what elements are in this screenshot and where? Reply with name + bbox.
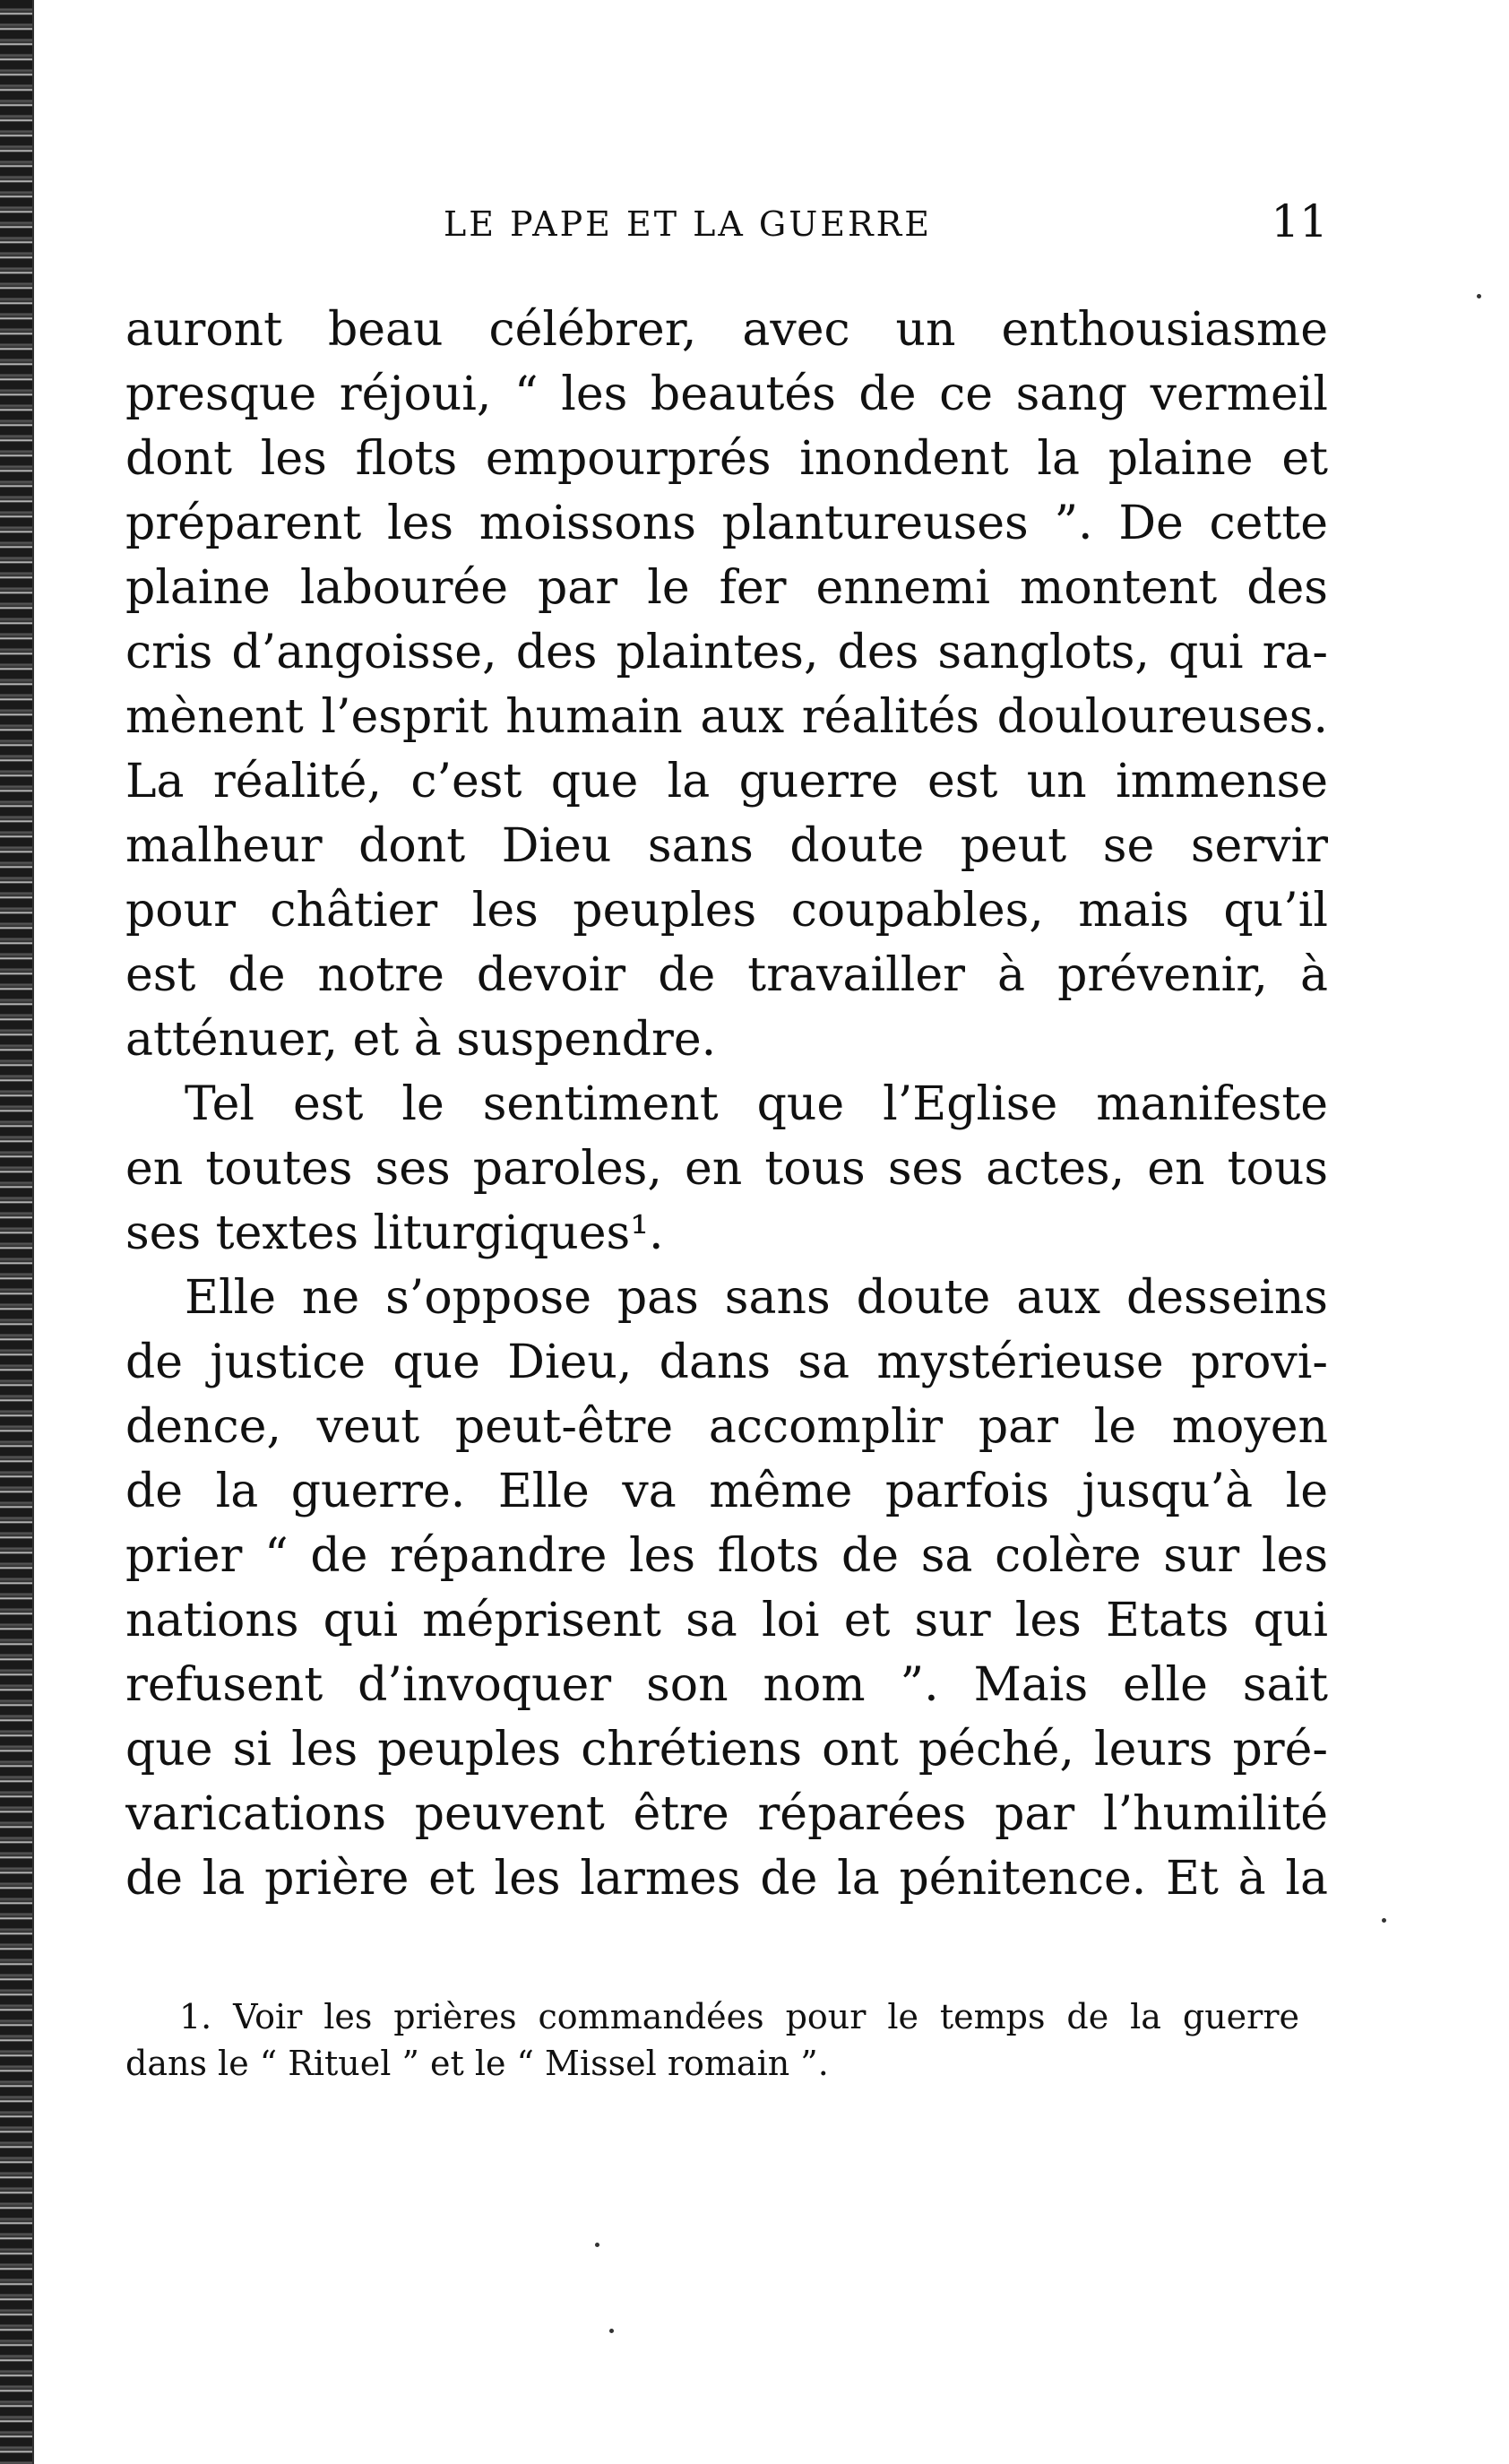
text-line: plaine labourée par le fer ennemi montent des	[125, 561, 1328, 615]
text-line: varications peuvent être réparées par l’humilité	[125, 1787, 1328, 1841]
text-line: malheur dont Dieu sans doute peut se servir	[125, 819, 1328, 873]
page-number: 11	[1271, 195, 1328, 247]
text-line: mènent l’esprit humain aux réalités douloureuses.	[125, 690, 1328, 744]
footnote-line: dans le “ Rituel ” et le “ Missel romain ”.	[125, 2044, 829, 2083]
text-line: pour châtier les peuples coupables, mais qu’il	[125, 884, 1328, 938]
footnote	[125, 1993, 1299, 2087]
scan-speck	[609, 2329, 614, 2333]
body-text	[125, 298, 1328, 1911]
running-head	[125, 195, 1328, 253]
text-line: de la prière et les larmes de la pénitence. Et à la	[125, 1852, 1328, 1906]
text-line: presque réjoui, “ les beautés de ce sang vermeil	[125, 367, 1328, 421]
text-line: prier “ de répandre les flots de sa colère sur les	[125, 1529, 1328, 1583]
text-line: nations qui méprisent sa loi et sur les Etats qui	[125, 1594, 1328, 1647]
text-line: de justice que Dieu, dans sa mystérieuse provi-	[125, 1336, 1328, 1389]
scan-speck	[595, 2243, 599, 2247]
text-line: refusent d’invoquer son nom ”. Mais elle sait	[125, 1658, 1328, 1712]
text-line: que si les peuples chrétiens ont péché, leurs pré-	[125, 1723, 1328, 1777]
scan-speck	[1477, 294, 1481, 298]
text-line: en toutes ses paroles, en tous ses actes, en tous	[125, 1142, 1328, 1196]
text-line: ses textes liturgiques¹.	[125, 1206, 664, 1260]
text-line: cris d’angoisse, des plaintes, des sanglots, qui ra-	[125, 626, 1328, 679]
text-line: Elle ne s’oppose pas sans doute aux desseins	[185, 1271, 1328, 1325]
text-line: de la guerre. Elle va même parfois jusqu’à le	[125, 1465, 1328, 1518]
text-line: est de notre devoir de travailler à prévenir, à	[125, 948, 1328, 1002]
running-title: LE PAPE ET LA GUERRE	[444, 204, 932, 244]
text-line: La réalité, c’est que la guerre est un immense	[125, 755, 1328, 808]
scan-speck	[1382, 1918, 1386, 1923]
text-line: dence, veut peut-être accomplir par le moyen	[125, 1400, 1328, 1454]
text-line: auront beau célébrer, avec un enthousiasme	[125, 303, 1328, 357]
text-line: dont les flots empourprés inondent la plaine et	[125, 432, 1328, 486]
text-line: préparent les moissons plantureuses ”. De cette	[125, 497, 1328, 550]
text-line: atténuer, et à suspendre.	[125, 1013, 717, 1067]
text-line: Tel est le sentiment que l’Eglise manifeste	[185, 1077, 1328, 1131]
scan-binding-edge	[0, 0, 34, 2464]
footnote-line: 1. Voir les prières commandées pour le temps de la guerre	[179, 1997, 1299, 2036]
